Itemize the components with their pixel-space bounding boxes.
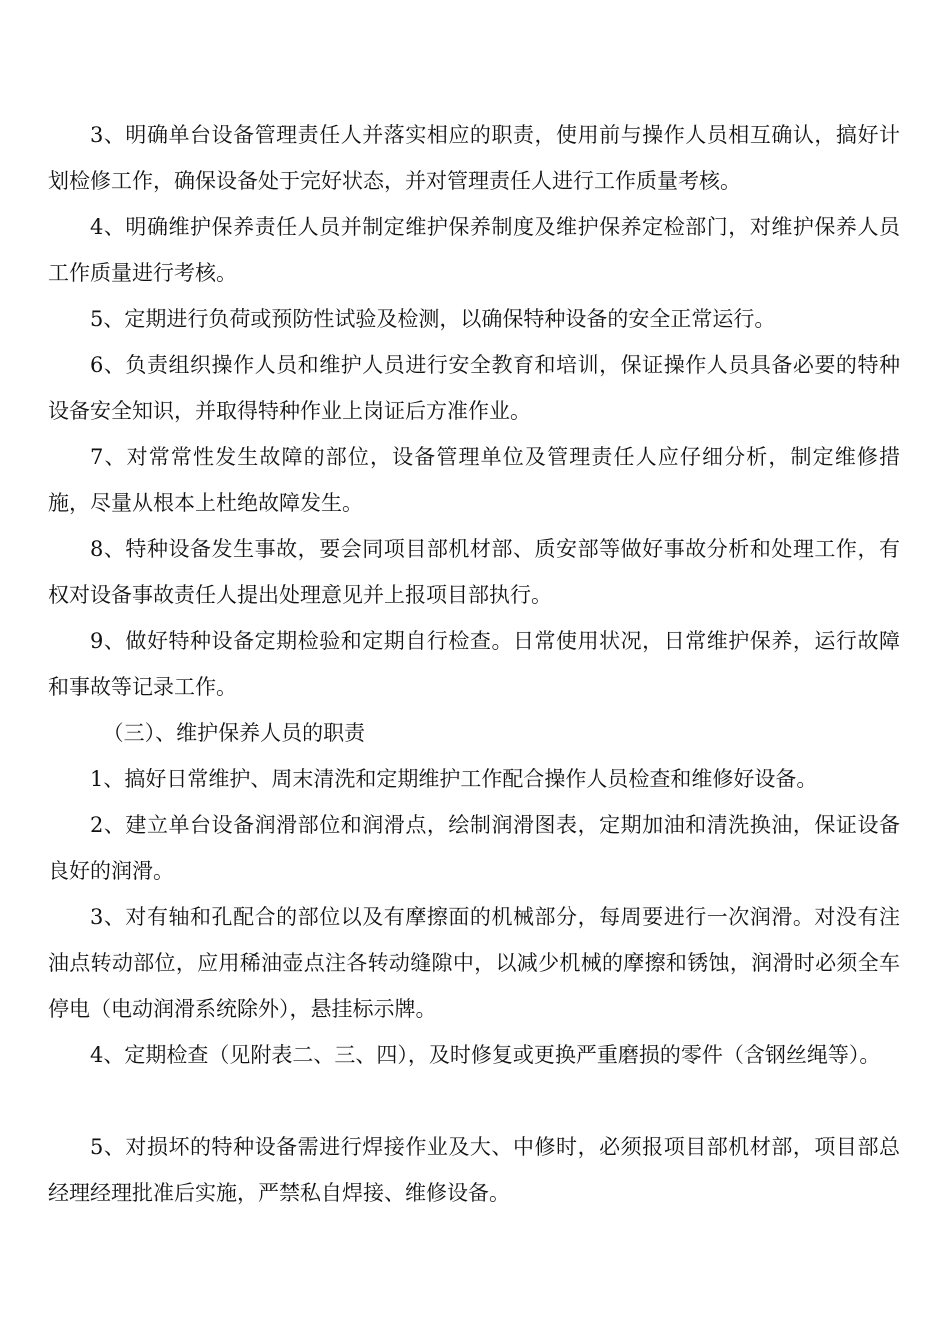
section-paragraph-2: 2、建立单台设备润滑部位和润滑点，绘制润滑图表，定期加油和清洗换油，保证设备良好的润滑。 xyxy=(48,813,900,883)
section-paragraph-5: 5、对损坏的特种设备需进行焊接作业及大、中修时，必须报项目部机材部，项目部总经理经理批准后实施，严禁私自焊接、维修设备。 xyxy=(48,1135,900,1205)
paragraph-6: 6、负责组织操作人员和维护人员进行安全教育和培训，保证操作人员具备必要的特种设备安全知识，并取得特种作业上岗证后方准作业。 xyxy=(48,353,900,423)
document-page xyxy=(48,112,900,1216)
paragraph-7: 7、对常常性发生故障的部位，设备管理单位及管理责任人应仔细分析，制定维修措施，尽量从根本上杜绝故障发生。 xyxy=(48,445,900,515)
blank-line xyxy=(48,1078,900,1124)
paragraph-3: 3、明确单台设备管理责任人并落实相应的职责，使用前与操作人员相互确认，搞好计划检修工作，确保设备处于完好状态，并对管理责任人进行工作质量考核。 xyxy=(48,123,900,193)
section-paragraph-3: 3、对有轴和孔配合的部位以及有摩擦面的机械部分，每周要进行一次润滑。对没有注油点转动部位，应用稀油壶点注各转动缝隙中，以减少机械的摩擦和锈蚀，润滑时必须全车停电（电动润滑系统除外），悬挂标示牌。 xyxy=(48,905,900,1021)
paragraph-8: 8、特种设备发生事故，要会同项目部机材部、质安部等做好事故分析和处理工作，有权对设备事故责任人提出处理意见并上报项目部执行。 xyxy=(48,537,900,607)
section-heading: （三）、维护保养人员的职责 xyxy=(102,721,366,745)
paragraph-5: 5、定期进行负荷或预防性试验及检测，以确保特种设备的安全正常运行。 xyxy=(90,307,776,331)
paragraph-9: 9、做好特种设备定期检验和定期自行检查。日常使用状况，日常维护保养，运行故障和事故等记录工作。 xyxy=(48,629,900,699)
paragraph-4: 4、明确维护保养责任人员并制定维护保养制度及维护保养定检部门，对维护保养人员工作质量进行考核。 xyxy=(48,215,900,285)
section-paragraph-1: 1、搞好日常维护、周末清洗和定期维护工作配合操作人员检查和维修好设备。 xyxy=(90,767,818,791)
section-paragraph-4: 4、定期检查（见附表二、三、四），及时修复或更换严重磨损的零件（含钢丝绳等）。 xyxy=(90,1043,881,1067)
